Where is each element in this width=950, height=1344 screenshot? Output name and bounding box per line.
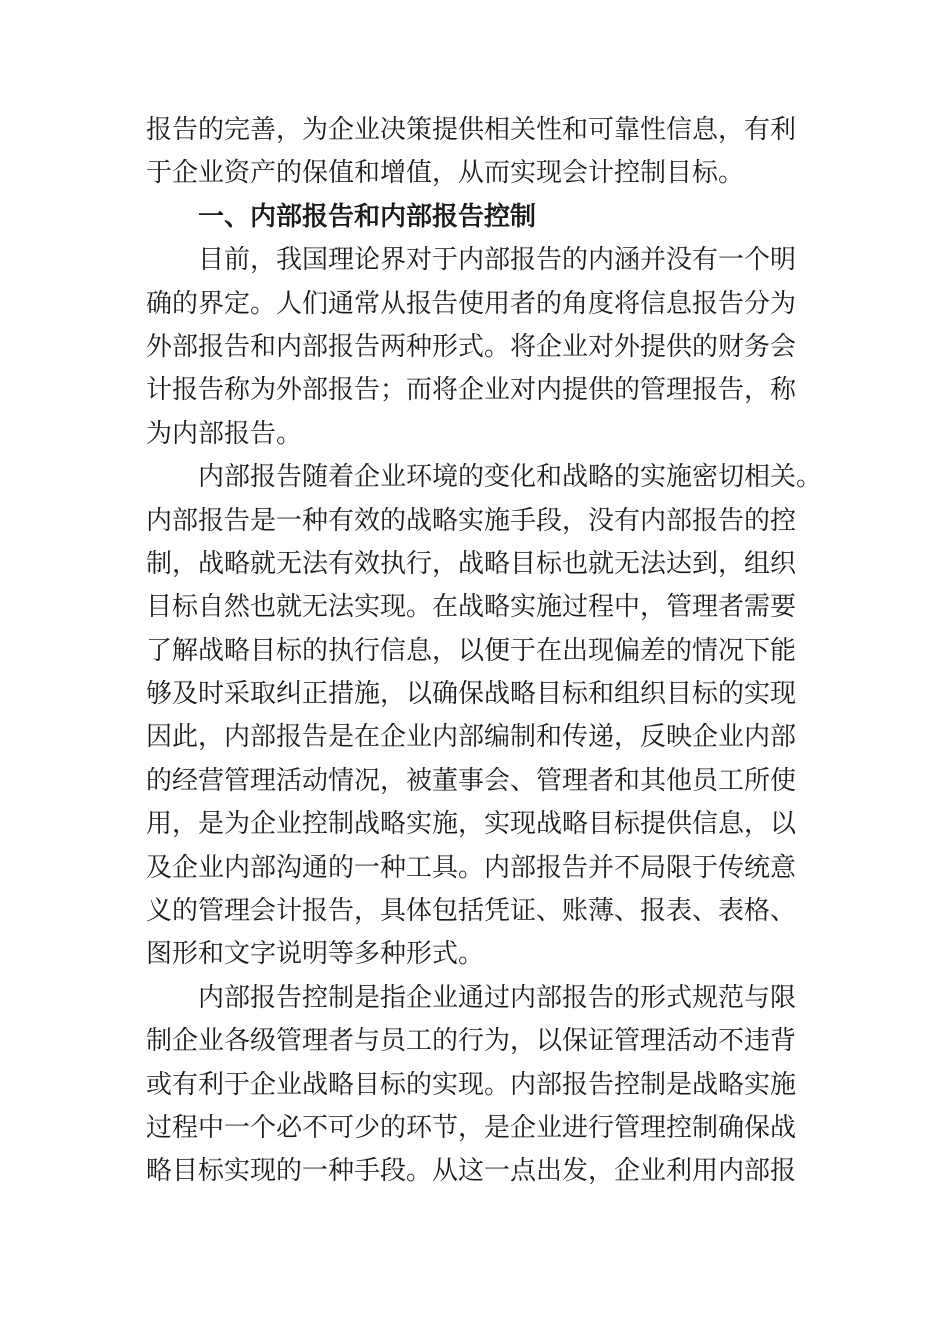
text-line: 计报告称为外部报告；而将企业对内提供的管理报告，称 bbox=[146, 375, 797, 406]
text-line: 为内部报告。 bbox=[146, 418, 303, 449]
text-line: 的经营管理活动情况，被董事会、管理者和其他员工所使 bbox=[146, 765, 797, 796]
text-line: 够及时采取纠正措施，以确保战略目标和组织目标的实现 bbox=[146, 679, 797, 710]
text-line: 外部报告和内部报告两种形式。将企业对外提供的财务会 bbox=[146, 331, 797, 362]
text-line: 内部报告是一种有效的战略实施手段，没有内部报告的控 bbox=[146, 505, 797, 536]
text-line: 图形和文字说明等多种形式。 bbox=[146, 939, 485, 970]
text-line: 内部报告控制是指企业通过内部报告的形式规范与限 bbox=[198, 982, 797, 1013]
text-line: 用，是为企业控制战略实施，实现战略目标提供信息，以 bbox=[146, 809, 797, 840]
text-line: 内部报告随着企业环境的变化和战略的实施密切相关。 bbox=[198, 462, 823, 493]
text-line: 确的界定。人们通常从报告使用者的角度将信息报告分为 bbox=[146, 288, 797, 319]
text-line: 报告的完善，为企业决策提供相关性和可靠性信息，有利 bbox=[146, 115, 797, 145]
text-line: 于企业资产的保值和增值，从而实现会计控制目标。 bbox=[146, 158, 745, 189]
section-heading: 一、内部报告和内部报告控制 bbox=[198, 201, 537, 232]
document-body bbox=[146, 109, 826, 1194]
text-line: 略目标实现的一种手段。从这一点出发，企业利用内部报 bbox=[146, 1156, 797, 1187]
text-line: 了解战略目标的执行信息，以便于在出现偏差的情况下能 bbox=[146, 635, 797, 666]
text-line: 制，战略就无法有效执行，战略目标也就无法达到，组织 bbox=[146, 548, 797, 579]
text-line: 因此，内部报告是在企业内部编制和传递，反映企业内部 bbox=[146, 722, 797, 753]
text-line: 目前，我国理论界对于内部报告的内涵并没有一个明 bbox=[198, 245, 797, 276]
text-line: 或有利于企业战略目标的实现。内部报告控制是战略实施 bbox=[146, 1069, 797, 1100]
text-line: 目标自然也就无法实现。在战略实施过程中，管理者需要 bbox=[146, 592, 797, 623]
text-line: 过程中一个必不可少的环节，是企业进行管理控制确保战 bbox=[146, 1112, 797, 1143]
text-line: 及企业内部沟通的一种工具。内部报告并不局限于传统意 bbox=[146, 852, 797, 883]
text-line: 义的管理会计报告，具体包括凭证、账薄、报表、表格、 bbox=[146, 896, 797, 927]
text-line: 制企业各级管理者与员工的行为，以保证管理活动不违背 bbox=[146, 1026, 797, 1057]
